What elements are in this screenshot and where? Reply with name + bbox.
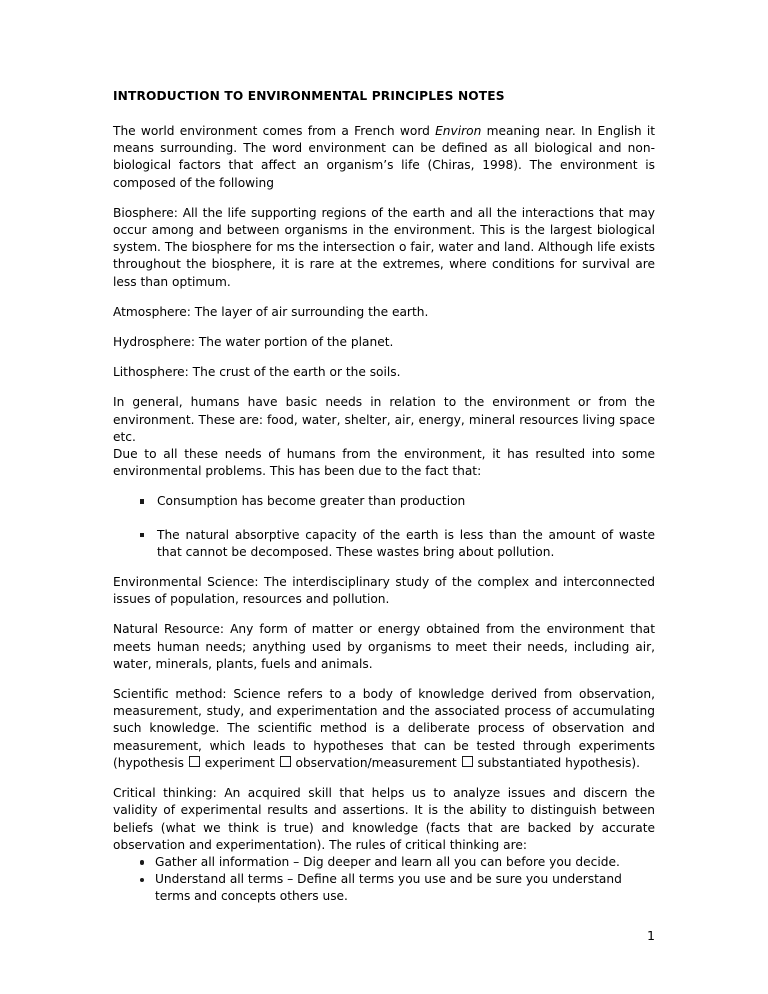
- missing-glyph-box-icon: [280, 756, 291, 767]
- environmental-problems-list: [113, 493, 655, 561]
- list-item: [113, 871, 655, 905]
- list-item: [113, 527, 655, 561]
- intro-text-part-1: The world environment comes from a French word: [113, 124, 436, 138]
- paragraph-atmosphere: Atmosphere: The layer of air surrounding the earth.: [113, 304, 429, 319]
- intro-italic-term: Environ: [435, 124, 482, 138]
- list-item-label: Understand all terms – Define all terms you use and be sure you understand terms and concepts others use.: [155, 872, 622, 904]
- scientific-method-part-1: Scientific method: Science refers to a body of knowledge derived from observation, measurement, study, and experimentation and the associated process of accumulating such knowledge. The scientific method is a deliberate process of observation and measurement, which leads to hypotheses that can be tested through experiments (hypothesis: [113, 687, 655, 770]
- scientific-method-part-4: substantiated hypothesis).: [473, 755, 640, 770]
- scientific-method-part-2: experiment: [200, 755, 279, 770]
- page-number: 1: [646, 928, 655, 943]
- square-bullet-icon: [140, 533, 144, 537]
- paragraph-environmental-science: Environmental Science: The interdisciplinary study of the complex and interconnected issues of population, resources and pollution.: [113, 575, 655, 607]
- scientific-method-part-3: observation/measurement: [291, 755, 461, 770]
- list-item: [113, 854, 655, 871]
- missing-glyph-box-icon: [462, 756, 473, 767]
- missing-glyph-box-icon: [189, 756, 200, 767]
- critical-thinking-rules-list: [113, 854, 655, 906]
- list-item-label: Consumption has become greater than production: [157, 494, 466, 509]
- round-bullet-icon: [140, 860, 144, 864]
- list-item-label: Gather all information – Dig deeper and learn all you can before you decide.: [155, 854, 620, 869]
- paragraph-critical-thinking: Critical thinking: An acquired skill that helps us to analyze issues and discern the validity of experimental results and assertions. It is the ability to distinguish between beliefs (what we think is true) and knowledge (facts that are backed by accurate observation and experimentation). The rules of critical thinking are:: [113, 786, 655, 852]
- list-item: [113, 493, 655, 510]
- document-body: [113, 88, 655, 906]
- paragraph-scientific-method: [113, 686, 655, 772]
- paragraph-needs-result: Due to all these needs of humans from the environment, it has resulted into some environmental problems. This has been due to the fact that:: [113, 447, 655, 479]
- intro-text-part-2: meaning near. In English it means surrounding. The word environment can be defined as all biological and non- biological factors that affect an organism’s life (Chiras, 1998). The environment is composed of the following: [113, 124, 655, 190]
- page-title: INTRODUCTION TO ENVIRONMENTAL PRINCIPLES NOTES: [113, 89, 505, 103]
- square-bullet-icon: [140, 499, 144, 503]
- round-bullet-icon: [140, 878, 144, 882]
- paragraph-biosphere: Biosphere: All the life supporting regions of the earth and all the interactions that may occur among and between organisms in the environment. This is the largest biological system. The biosphere for ms the intersection o fair, water and land. Although life exists throughout the biosphere, it is rare at the extremes, where conditions for survival are less than optimum.: [113, 205, 655, 289]
- paragraph-basic-needs: In general, humans have basic needs in relation to the environment or from the environment. These are: food, water, shelter, air, energy, mineral resources living space etc.: [113, 395, 655, 444]
- list-item-label: The natural absorptive capacity of the earth is less than the amount of waste that cannot be decomposed. These wastes bring about pollution.: [157, 527, 655, 559]
- paragraph-natural-resource: Natural Resource: Any form of matter or energy obtained from the environment that meets human needs; anything used by organisms to meet their needs, including air, water, minerals, plants, fuels and animals.: [113, 622, 655, 671]
- paragraph-introduction: [113, 123, 655, 192]
- paragraph-lithosphere: Lithosphere: The crust of the earth or the soils.: [113, 365, 401, 380]
- paragraph-hydrosphere: Hydrosphere: The water portion of the planet.: [113, 335, 394, 350]
